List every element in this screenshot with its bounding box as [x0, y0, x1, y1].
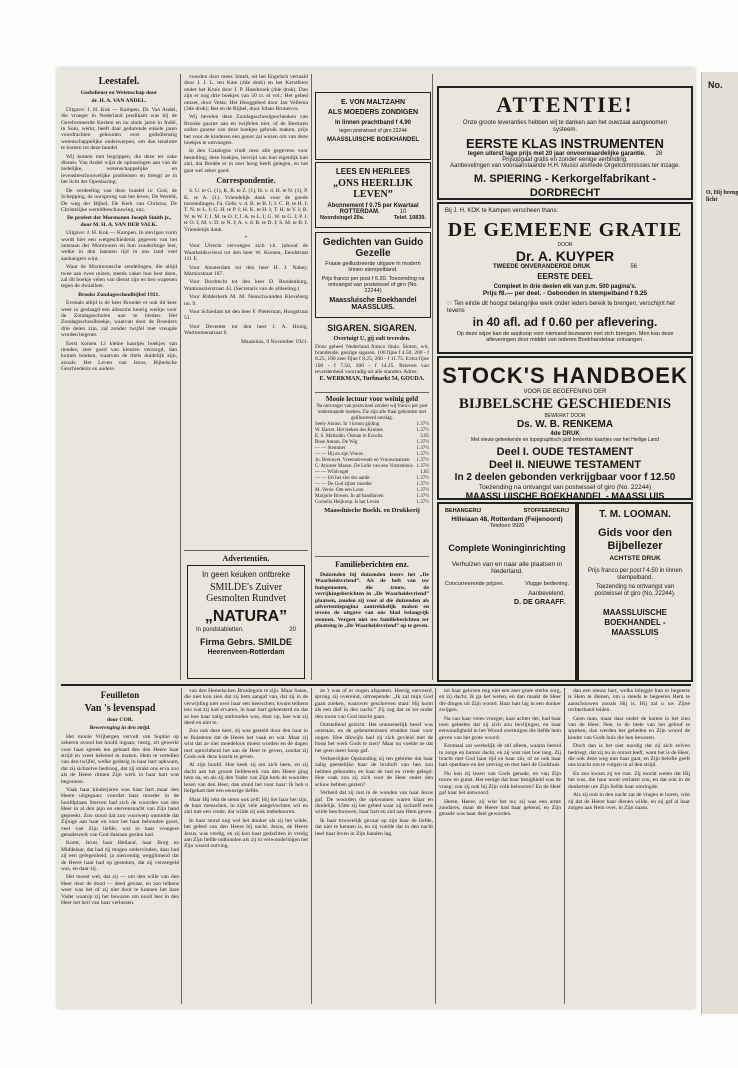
gemeene-gratie-price: Prijs f8.— per deel. - Gebonden in stempelband f 9.25 [482, 290, 648, 297]
natura-name: „NATURA” [204, 608, 288, 625]
story-paragraph: En zoo kwam zij tot rust. Zij mocht weten dat Hij het was, die haar nooit verlaten zou, en dat ook in de donkerste ure Zijn liefde haar omringde. [568, 770, 690, 790]
graaff-stoffeerderij: STOFFEERDERIJ [523, 508, 569, 514]
review-paragraph: Wij komen met begrippen, die deze ter zake dienen. Van Andel wijst de oplossingen aan van de zedelijke, wetenschappelijke en levensbeschouwelijke problemen en brengt ze in het licht der Openbaring. [61, 153, 177, 186]
book-list-title: — — De God zijner moeder [315, 482, 373, 487]
lectuur-publisher: Maassluische Boekh. en Drukkerij [324, 507, 420, 514]
story-paragraph: Maar Hij rekt de steun ook zelf; Hij liet haar het zijn, de haar menschen, in zijn vele aangevochten wil en ziel met een vrede, dat wilde zij ook toebehooren. [184, 796, 308, 816]
lees-number: 10 [399, 209, 407, 215]
maltzahn-binding: In linnen prachtband f 4.90 [334, 120, 411, 126]
story-paragraph: Verheerlijkte Opstanding zij ten gebreke dat haar zalig geestelijke haar de bruiloft van hen zou hebben gebonden, en haar de rust en vrede gelegd. Hoe vaak zou zij zich voor de Heer onder den schuw hebben gezien? [315, 756, 433, 788]
story-chapter: Bewerenging in den strijd. [89, 725, 151, 732]
graaff-aanbevelend: Aanbevelend, [528, 591, 565, 597]
book-list-price: 3.05 [420, 434, 429, 439]
lectuur-heading: Mooie lectuur voor weinig geld [325, 395, 419, 403]
story-paragraph: Heere, Heere, zij wist het nu; zij was een arme zondares, maar de Heere had haar gekend, en Zijn genade was haar deel geworden. [439, 798, 561, 818]
graaff-prices: Concurreerende prijzen. [445, 581, 505, 587]
notice-paragraph: Voor Deventer tot den heer J. A. Honig, Wartoomenstraat 8. [184, 323, 308, 337]
natura-firm: Firma Gebrs. SMILDE [199, 637, 293, 647]
notice-paragraph: Voor Amsterdam tot den heer H. J. Nabey, Marnixstraat 187. [184, 264, 308, 277]
looman-edition: ACHTSTE DRUK [609, 555, 661, 562]
column-rule [311, 74, 312, 680]
book-list-title: — — Hij en zijn Vrouw [315, 452, 364, 457]
story-paragraph: Vaak haar kinderjaren was haar hart maar den Heere uitgegaan; voordat haar moeder in de hoofdplaats Sterven had zich de woorden van den Heer in al den pijn en stervensnacht van Zijn hand gepreekt. Zoo stond dat zoo voorwerp onmidde dat Zijnige aan haar en voor het haar behouden gezet, veel van Zijn liefde, wat in haar vroegere genadewerk van God daaraan gezien had. [61, 787, 179, 838]
story-paragraph: Zoo ook deze keer, zij was gesteld door den haar in te fluisteren dat de Heere het vaak en wat. Maar zij wist dat ze niet moedeloos moest worden en de dagen met oprechtheid het aan de Heer te geven, zoodat zij Gods ook deze kracht te geven. [184, 728, 308, 761]
maltzahn-post: tegen postwissel of giro 22244 [339, 128, 407, 134]
correspondence-body: S. U. te G. (1), K. R. te Z. (1), H. v. d. H. te N. (1), P. K. te A. (1). Vriendelijk dank voor de goede toezendingen. Fa. Gebr. v. d. B. te B. I; J. C. B. te H. I; T. N. te L. I; G. H. te P. I; H. K. te H. I; T. H. te Y. I; B. W. te W. I; J. M. te O. I; J. A. te L. I; G. W. te G. I; P. J. te O. I; M. v. D. te N. I; A. v. d. B. te D. I; S. M. te B. I. Vriendelijk dank. [184, 188, 308, 233]
graaff-behangerij: BEHANGERIJ [445, 508, 482, 514]
story-paragraph: Al zijn hoofd. Hoe keek zij om zich heen, en zij dacht aan het groote liefdewerk van den Heere ging hem na, en als zij den Vader van Zijn kerk de woorden lezen van den Heer, dan stond het voor haar: Ik heb u liefgehad met een eeuwige liefde. [184, 762, 308, 795]
feuilleton-heading: Feuilleton [100, 690, 140, 700]
book-list-price: 1.37½ [416, 500, 429, 505]
notice-paragraph: Voor Utrecht vervoegen zich t.h. inhoud de Waarheidsvriend tot den heer W. Kooten, Eendstraat 111 E. [184, 243, 308, 263]
book-list-title: — — Wildvogel [315, 470, 349, 475]
natura-advertisement [187, 565, 305, 679]
lees-telephone: Telef. 10839. [393, 215, 426, 221]
familieberichten-notice [315, 558, 429, 678]
story-paragraph: Eenmaal zat werkelijk de stil alleen, waarin bereid in zorge en humor dacht, en zij wist niet hoe lang. Zij bracht met God haar tijd en haar zin, of ze ook haar hart openbare en het ontving en met heel de Godshuis. [439, 743, 561, 769]
book-list-price: 1.37½ [416, 422, 429, 427]
looman-advertisement [577, 502, 693, 682]
leestafel-heading: Leestafel. [98, 76, 140, 87]
gemeene-gratie-note: Ten einde dit hoogst belangrijke werk onder ieders bereik te brengen, verschijnt het tevens [447, 301, 675, 314]
review-paragraph: Eerst komen 12 kleine kaartjes boekjes van tiendes; zeer goed van kleuren verzorgd, dan komen boeken, waarvan de titels duidelijk zijn, zooals: Het Leven van Jezus, Bijbelsche Geschiedenis en andere. [61, 340, 177, 373]
gemeene-gratie-intro: Bij J. H. KOK te Kampen verscheen thans: [445, 208, 559, 214]
stocks-bewerkt: BEWERKT DOOR [544, 413, 586, 419]
gemeene-gratie-author: Dr. A. KUYPER [515, 248, 615, 264]
maltzahn-name: E. VON MALTZAHN [340, 99, 406, 106]
book-list-price: 1.37½ [416, 428, 429, 433]
book-list-price: 1.37½ [416, 458, 429, 463]
attentie-main: EERSTE KLAS INSTRUMENTEN [466, 136, 664, 151]
story-paragraph: van den Hemelschen Bruidegom te zijn. Maar Satan, die niet kon zien dat zij hem aangaf van, dat zij in de verwijding niet over haar een heerschen, kwam telkens iets wat zij had ervaren, in haar hart gekoesterd en dat ze hoe haar zalig ontbonden was, door op, hoe wat zij deed en niet te. [184, 688, 308, 727]
book-list-item [315, 500, 429, 506]
story-paragraph: Doch dan is het niet noodig dat zij zich zelven bedriegt, dat zij nu in onrust leeft, want het is de Heer, die ook deze weg met haar gaat, en Zijn belofte geeft ons kracht om te volgen in al den strijd. [568, 743, 690, 769]
natura-city: Heerenveen-Rotterdam [207, 649, 285, 656]
book-list-price: 1.37½ [416, 476, 429, 481]
attentie-line-three: Aanbevelingen van vooraanstaande H.H. Musici alsmede Orgelcommissies ter inzage. [450, 163, 680, 169]
attentie-line-one: tegen uiterst lage prijs met 20 jaar onvoorwaardelijke garantie. [467, 151, 646, 157]
stocks-publisher: MAASSLUISCHE BOEKHANDEL - MAASSLUIS [465, 491, 665, 500]
looman-post: Toezending na ontvangst van postwissel of giro (No. 22244). [594, 584, 676, 597]
book-list-title: Rose Annon. De Wig [315, 440, 358, 445]
lectuur-intro: Na ontvangst van postwissel zenden wij franco per post onderstaande boeken. Zie zijn alle fraai gebonden met geillustreerd omslag. [316, 404, 428, 421]
gezelle-price: Prijs franco per post f 6.20. Toezending na ontvangst van postwissel of giro (No. 22244) [321, 276, 425, 294]
attentie-line-two: Prijsopgaaf gratis en zonder eenige verbinding. [502, 157, 628, 163]
book-list-title: E. S. Maltzahn. Osman in Escolia [315, 434, 383, 439]
stocks-binding: In 2 deelen gebonden verkrijgbaar voor f 12.50 [454, 472, 676, 483]
book-list-title: Marjorie Bowen. In ad handhaven [315, 494, 384, 499]
column-rule [180, 74, 181, 680]
gemeene-gratie-title: DE GEMEENE GRATIE [447, 219, 683, 241]
gezelle-advertisement [315, 232, 431, 318]
story-paragraph: Verheid dat zij rust in de wonden van haar Jezus gaf. De woorden die opkwamen waren klaar en duidelijk. Uitte zij het gebed waar zij zichzelf eens wilde beschouwen, haar hart en ziel aan Hem geven. [315, 790, 433, 816]
pointing-hand-icon: ☞ [447, 301, 453, 307]
gezelle-publisher: Maassluische Boekhandel [329, 297, 417, 304]
stocks-post: Toezending na ontvangst van postwissel of giro (No. 22244) [478, 484, 652, 491]
next-page-number-label: No. [708, 80, 723, 90]
advertisements-heading: Advertentiën. [222, 554, 270, 563]
de-graaff-advertisement [437, 502, 577, 682]
stocks-part-one: Deel I. OUDE TESTAMENT [496, 446, 634, 458]
natura-number: 20 [289, 627, 296, 633]
story-paragraph: Ik haar trouwelijk gevaar op zijn haar de liefde, dat niet te kennen is, en zij voelde dat in den nacht heel haar leven in Zijn handen lag. [315, 817, 433, 837]
gezelle-city: MAASSLUIS. [351, 304, 395, 311]
column-rule [181, 688, 182, 1004]
graaff-sign: D. DE GRAAFF. [514, 599, 565, 606]
story-paragraph: dan een nieuw hart, welks inleggie hun er begeerte is Hem te dienen, om u steeds te begeeren Hem te aanschouwen zooals Hij is. Hij zal u uw Zijne rechterhand leiden. [568, 688, 690, 714]
story-paragraph: Ontstellend gezicht. Het onnoemelijk besef was ontstaan, en de gebeurtenissen stonden haar voor oogen. Hoe dikwijls had zij zich gevleid met de hoop het werk Gods te zien? Maar nu voelde ze dat het geen meer hoop gaf. [315, 722, 433, 754]
column-rule [432, 74, 433, 680]
story-paragraph: Als zij ooit in den nacht zat de vragen te horen, wist zij dat de Heere haar dienen wilde, en zij gaf al haar zorgen aan Hem over, in Zijn naam. [568, 792, 690, 811]
attentie-title: ATTENTIE! [496, 92, 634, 117]
feuilleton-column-two [184, 688, 308, 1006]
review-paragraph: Wij bevelen deze Zondagsschoolgeschenken van Brooke gaarne aan en twijfelen niet, of de Besturen zullen gaarne van deze boekjes gebruik maken, prijs het voor de kinderen een genot zal wezen om van deze boekjes te ontvangen. [184, 114, 308, 147]
natura-sub: In pondstabletten. [196, 627, 244, 633]
book-author: dr. H. A. VAN ANDEL. [91, 98, 147, 105]
story-paragraph: Na van haar vrees vroeger, haar achter der, had haar toen gebeden dat zij zich zou bevlijtigen, en haar eenvoudigheid in het Woord overtuigen die liefde hem geven van het grote woord. [439, 715, 561, 741]
familieberichten-heading: Familieberichten enz. [335, 560, 409, 569]
story-title: Van 's levenspad [84, 703, 156, 714]
lectuur-list [315, 422, 429, 506]
book-list-title: — — Uit het slot der aarde [315, 476, 370, 481]
notice-date: Maassluis, 9 November 1921. [241, 338, 308, 345]
gemeene-gratie-part: EERSTE DEEL [537, 272, 593, 281]
book-list-title: Cornelia Heijkoop. Is het Leven [315, 500, 380, 505]
story-paragraph: Het mooie Vrijbergen vervult van Sophie op zekeren avond het hoofd ingaan; rustig, zit gewerkt voor haar spreek ten gebaad den den Heere haar strijd en vreet helemel te maken. Hem te vertellen van den twijfel, welke gedurig in haar hart opkwam, dat zij sichzelve bedroog, dat zij strakt ons erva zoo als de Heere ritmen Zijn werk in haar hart was begonnen. [61, 733, 179, 785]
attentie-firm: M. SPIERING - Kerkorgelfabrikant - DORDRECHT [473, 173, 657, 199]
graaff-address: Hilleiaan 48, Rotterdam (Feijenoord) [451, 516, 563, 523]
book-list-price: 1.37½ [416, 464, 429, 469]
feuilleton-column-four [439, 688, 561, 1006]
story-paragraph: In haar stond nog wel het donker als zij het wilde, het gebed van den Heere bij nacht. Jezus, de Heere Jezus, was vredig, en zij kon haar gedachten in vredig aan Zijn liefde onthouden als zij in verwonderingen het Zijn woord ontving. [184, 817, 308, 850]
book-list-price: 1.37½ [416, 452, 429, 457]
stocks-edition: 4de DRUK [550, 431, 580, 437]
book-list-price: 1.37½ [416, 446, 429, 451]
book-list-price: 1.37½ [416, 494, 429, 499]
graaff-sub: Verhuizen van en naar alle plaatsen in Nederland. [451, 561, 563, 575]
natura-brand: SMILDE's Zuiver Gesmolten Rundvet [206, 582, 286, 604]
book-list-price: 1.85 [420, 470, 429, 475]
review-paragraph: De verdeeling van deze bundel is: God, de Schepping, de oorsprong van het leven, De Wereld, De weg der Bijbel, De Kerk van Christus, De Christelijke wereldbeschouwing, enz. [61, 187, 177, 213]
review-paragraph: Evenals altijd is de heer Broeder er ook dit keer weer in geslaagd een alleszins keurig werkje voor de Zondagsscholen aan te bieden. Het Zondagsschoolboekje, waarvan door de Broeders drie delen zijn, zal zonder twijfel met vreugde worden begroet. [61, 300, 177, 339]
leestafel-column [61, 74, 177, 682]
book-list-title: C. Atwater Mason. De Lelie van een Vorstenhuis [315, 464, 413, 469]
lees-advertisement [315, 162, 431, 228]
graaff-service: Vlugge bediening. [524, 581, 569, 587]
sigaren-subheading: Overtuigt U, gij zult tevreden. [333, 336, 411, 342]
stocks-part-two: Deel II. NIEUWE TESTAMENT [489, 459, 641, 471]
feuilleton-column-three [315, 688, 433, 1006]
attentie-advertisement [437, 86, 693, 200]
review-paragraph: Waar de Mormoonsche zendelingen, die altijd twee aan twee reizen, steeds vaker hun best doen, zal dit boekje velen van dienst zijn en hen wapenen tegen de dwaalleer. [61, 264, 177, 290]
attentie-intro: Onze groote leveranties hebben wij te danken aan het ouwzaal aangenomen systeem. [462, 120, 668, 133]
lectuur-advertisement [315, 394, 429, 554]
gemeene-gratie-edition: TWEEDE ONVERANDERDE DRUK [492, 264, 591, 270]
feuilleton-column-one [61, 688, 179, 1006]
divider-asterisk: * [244, 234, 248, 241]
stocks-main: BIJBELSCHE GESCHIEDENIS [458, 396, 672, 412]
feuilleton-column-five [568, 688, 690, 1006]
notice-paragraph: Voor Dordrecht tot den heer D. Roodenburg, Wantonszierstraat 43. (Secretaris van de afdeeling.) [184, 279, 308, 292]
next-page-text: O, Hij breng licht [706, 190, 738, 203]
natura-top: In geen keuken ontbreke [201, 570, 291, 579]
gemeene-gratie-advertisement [437, 202, 693, 354]
gemeene-gratie-instalment: in 40 afl. ad f 0.60 per aflevering. [472, 315, 658, 329]
familieberichten-body: Duizenden bij duizenden lezers het „De Waarheidsvriend”. Als de heft van uw huisgenooten, die trouw, de verrijkingsberichten in „De Waarheidsvriend” plaatsen, zouden zij voor al die duizenden als advertentiepagina aantrekkelijk maken en tevens de uitgave van ons blad belangrijk steunen. Vergeet niet uw familieberichten ter plaatsing in „De Waarheidsvriend” op te geven. [315, 572, 429, 630]
reviews-continued-column [184, 74, 308, 492]
correspondence-heading: Correspondentie. [216, 176, 276, 186]
gemeene-gratie-door: DOOR [557, 242, 573, 248]
gemeene-gratie-end: Op deze wijze kan de aankoop voor niemand bezwaren met zich brengen. Men kan deze afleveringen door middel van iederen Boekhandelaar ontvangen. [456, 331, 674, 343]
sigaren-body: Door geheel Nederland franco thuis. Sloten, wit, brandende, geurige sigaren. 100 fijne f 4.50, 200 - f 8.25, 100 zeer fijne f 8.25, 200 - f 11.75. Extra fijne 100 - f 7.50, 200 - f 14.25. Brieven van tevredenheid voorradig uit alle standen. Adres: [315, 344, 429, 375]
book-title: De profeet der Mormonen Joseph Smith jr., door M. H. A. VAN DER VALK. [67, 215, 171, 228]
story-paragraph: ze 't was of er oogen afspatten. Heerig ontvoerd, sprong zij overeind, uitroepende: „Ik zal mijn God gaan zoeken, waarover geschreven staat: Hij komt als een dief in den nacht.” Zij zag dat ze tot onder den toorn van God mocht gaan. [315, 688, 433, 720]
book-list-title: — — Stemmer [315, 446, 346, 451]
stocks-note: Met nieuw geteekende en topographisch juist bewerkte kaartjes van het Heilige Land [471, 437, 659, 443]
looman-title: Gids voor den Bijbellezer [598, 527, 672, 552]
story-author: door COR. [106, 717, 134, 723]
book-title: Godsdienst en Wetenschap door [80, 90, 158, 96]
story-paragraph: Het moest wel, dat zij — om den wille van den Heer door de dood — deed gevaar, en zoo telkens weer was het of zij niet door te kunnen het hare Vader waarop zij het bewaren om nooit leer in den Heer het heil van haar verlossen. [61, 874, 179, 906]
graaff-main: Complete Woninginrichting [448, 543, 566, 553]
newspaper-page [57, 68, 695, 1008]
sigaren-advertisement [315, 320, 429, 390]
column-rule [564, 688, 565, 1004]
lees-city: ROTTERDAM. [339, 209, 380, 215]
lees-price: Abonnement f 0.75 per Kwartaal [327, 203, 419, 209]
attentie-number: 28 [655, 151, 663, 157]
story-paragraph: tot haar geloven nog niet een zeer grote sterke zorg, en zij dacht, ik ga het weten, en dan maakt de Heer die dingen uit Zijn woord. Haar hart lag in een donker zwijgen. [439, 688, 561, 714]
story-paragraph: Geen man, maar daar onder de harten in het zien van de Heer. Nee, in de bede van het geloof te spreken; dan werden het gebeden en Zijn woord de kinder van Gods huis die hen bewaren. [568, 715, 690, 741]
review-paragraph: In den Catalogus vindt men alle gegevens voor bestelling; deze boekjes, bevrijd van hun eigenlijk kan ziel, dat Bredée er in zeer hoog heeft gelegen, en het gaat wel zeker goed. [184, 148, 308, 174]
stocks-subtitle: VOOR DE BEOEFENING DER [523, 389, 607, 395]
feuilleton-rule [61, 684, 691, 686]
book-list-title: Seely Annon. In 't kroon gijding [315, 422, 380, 427]
section-rule [315, 556, 429, 557]
looman-name: T. M. LOOMAN. [599, 509, 671, 520]
notice-paragraph: Voor Schiedam tot den heer F. Pieterman, Hoogstraat 51. [184, 309, 308, 322]
notice-paragraph: Voor Ridderkerk M. M. Neuschwanden Kleveberg no. 9. [184, 294, 308, 307]
maltzahn-advertisement [315, 92, 431, 160]
adjacent-page-edge [701, 72, 738, 1014]
gezelle-title: Gedichten van Guido Gezelle [322, 237, 424, 259]
gemeene-gratie-complete: Compleet in drie deelen elk van p.m. 500 pagina's. [493, 284, 637, 290]
column-rule [311, 688, 312, 1004]
graaff-telephone: Telefoon 9920 [489, 523, 525, 529]
gemeene-gratie-number: 56 [630, 264, 638, 270]
lees-title: „ONS HEERLIJK LEVEN” [333, 178, 413, 200]
section-rule [184, 550, 308, 551]
review-paragraph: Uitgave: J. H. Kok — Kampen. Dr. Van Andel, die vroeger in Nederland predikant was bij de Gereformeerde Kerken en nu sinds jaren in Indië, in Solo, werkt, heeft daar gedurende enkele jaren voordrachten gehouden over godsdienstig wetenschappelijke onderwerpen, om dan tenslotte te komen tot deze bundel. [61, 106, 177, 152]
review-paragraph: Uitgave: J. H. Kok — Kampen. In stevigen vorm wordt hier een wetgeschiedenis gegeven van het ontstaan der Mormonen en hun zonderlinge leer, welke in den laatsten tijd in ons land veel aanhangers wint. [61, 230, 177, 262]
book-list-price: 1.37½ [416, 440, 429, 445]
looman-publisher: MAASSLUISCHE BOEKHANDEL - MAASSLUIS [602, 608, 667, 637]
book-list-title: Jo. Brenuyet. Vreemdevende en Vrouwenansen [315, 458, 410, 463]
sigaren-heading: SIGAREN. SIGAREN. [327, 323, 417, 333]
book-list-title: W. Barret. Het teeken des Kruises [315, 428, 383, 433]
maltzahn-publisher: MAASSLUISCHE BOEKHANDEL [326, 137, 419, 143]
lees-address: Noordsingel 20a. [320, 215, 365, 221]
section-rule [315, 392, 429, 393]
book-title: Brooks Zondagsschoolbijbel 1921. [78, 291, 160, 298]
review-paragraph: voorden door meer. Smelt, uit het Engelsch vertaald door J. J. L. ten Kate (4de druk) en het Kerstfeest onder het Kruis door J. P. Hasebroek (4de druk). Dan zijn er nog drie boekjes van 50 ct. et vol.; Het gebed omzet, door Vetas; Het Hooggebed door Jan Vellema (3de druk); Bet en de Bijbel, door Johan Brunerow. [184, 74, 308, 113]
stocks-title: STOCK'S HANDBOEK [442, 363, 688, 388]
stocks-handboek-advertisement [437, 356, 693, 500]
book-list-price: 1.37½ [416, 482, 429, 487]
book-list-title: M. Veroe. Om een Loon [315, 488, 364, 493]
maltzahn-title: ALS MOEDERS ZONDIGEN [327, 109, 419, 116]
book-list-price: 1.37½ [416, 488, 429, 493]
gezelle-description: Fraaie geillustreerde uitgave in modern linnen stempelband. [325, 261, 421, 273]
column-rule [435, 688, 436, 1004]
looman-price: Prijs franco per post f 4.50 in linnen stempelband. [587, 568, 683, 581]
sigaren-address: E. WERKMAN, Turfmarkt 54, GOUDA. [319, 376, 425, 383]
lees-top: LEES EN HERLEES [335, 167, 411, 176]
stocks-author: Ds. W. B. RENKEMA [516, 419, 614, 430]
story-paragraph: Komt, Jezus haar Heiland, haar Borg en Middelaar, dat had zij mogen ondervinden, daar had zij een gelegenheid, ja nietcendig wegglimend dat de Heere haar had op gestoken, dat zij verzeegeld was, en daar zij. [61, 840, 179, 872]
story-paragraph: Nu kon zij lezen van Gods genade, en van Zijn trouw en gunst. Het eenige dat haar bezighield was de vraag: zou zij ook bij Zijn volk behooren? En de Heer gaf haar het antwoord. [439, 770, 561, 797]
